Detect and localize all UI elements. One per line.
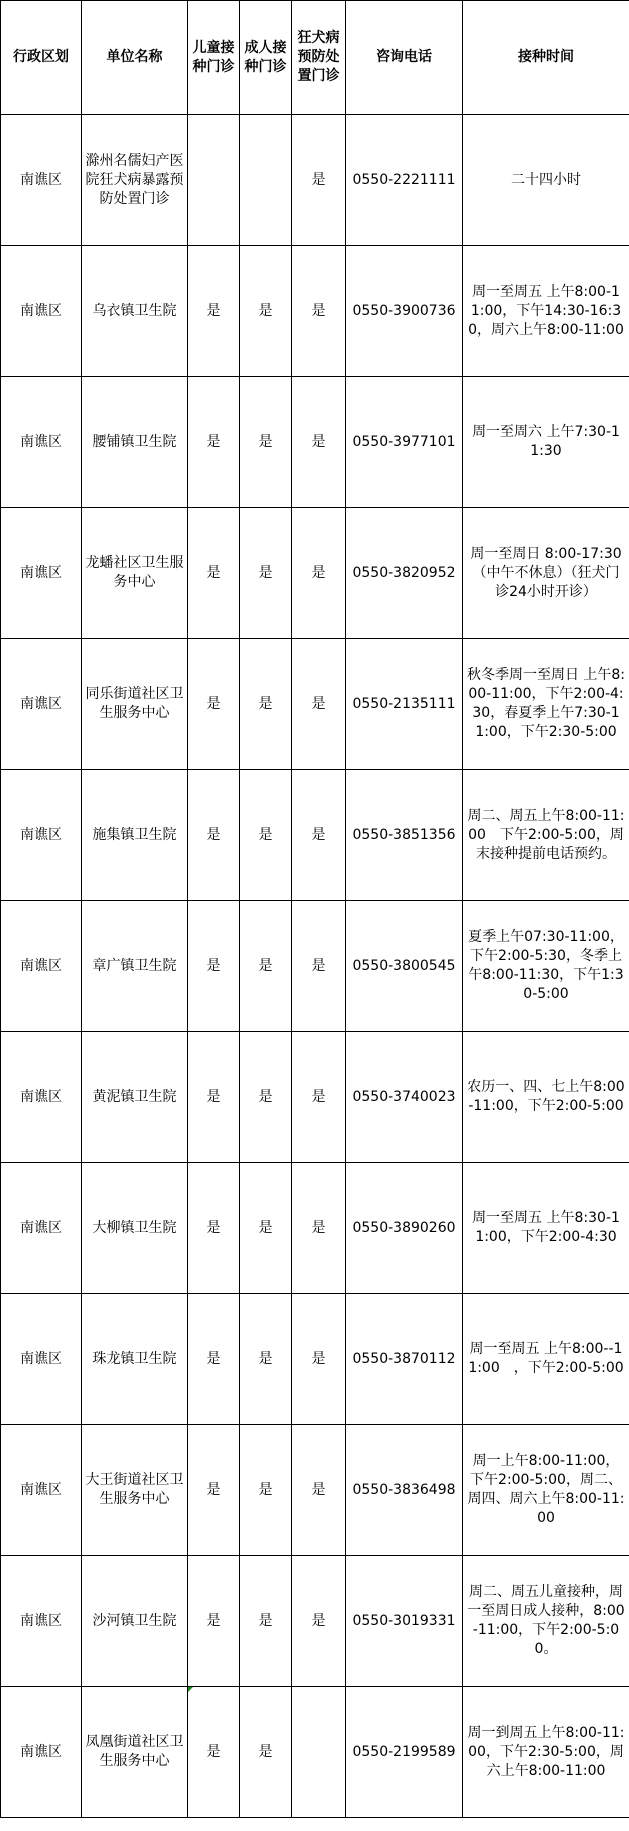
cell-unit-name: 大王街道社区卫生服务中心	[82, 1425, 188, 1556]
table-row	[1, 1425, 629, 1556]
cell-district: 南谯区	[1, 1032, 82, 1163]
cell-unit-name: 滁州名儒妇产医院狂犬病暴露预防处置门诊	[82, 115, 188, 246]
table-row	[1, 901, 629, 1032]
cell-rabies-clinic: 是	[292, 1425, 346, 1556]
comment-indicator-icon	[188, 1687, 193, 1692]
table-row	[1, 377, 629, 508]
cell-hours: 周一到周五上午8:00-11:00，下午2:30-5:00，周六上午8:00-11:00	[463, 1687, 629, 1818]
table-row	[1, 1687, 629, 1818]
cell-adult-clinic: 是	[240, 1032, 292, 1163]
cell-adult-clinic	[240, 115, 292, 246]
cell-child-clinic: 是	[188, 1687, 240, 1818]
cell-district: 南谯区	[1, 901, 82, 1032]
cell-adult-clinic: 是	[240, 770, 292, 901]
cell-adult-clinic: 是	[240, 901, 292, 1032]
cell-unit-name: 沙河镇卫生院	[82, 1556, 188, 1687]
cell-district: 南谯区	[1, 1163, 82, 1294]
table-row	[1, 770, 629, 901]
cell-hours: 周一至周五 上午8:00-11:00，下午14:30-16:30，周六上午8:00-11:00	[463, 246, 629, 377]
cell-district: 南谯区	[1, 1425, 82, 1556]
cell-child-clinic: 是	[188, 770, 240, 901]
header-child-clinic: 儿童接种门诊	[188, 1, 240, 115]
cell-adult-clinic: 是	[240, 1687, 292, 1818]
cell-child-clinic: 是	[188, 1032, 240, 1163]
cell-rabies-clinic: 是	[292, 1163, 346, 1294]
cell-district: 南谯区	[1, 508, 82, 639]
cell-rabies-clinic: 是	[292, 377, 346, 508]
cell-phone: 0550-2221111	[346, 115, 463, 246]
cell-child-clinic: 是	[188, 901, 240, 1032]
cell-unit-name: 珠龙镇卫生院	[82, 1294, 188, 1425]
table-row	[1, 1163, 629, 1294]
cell-unit-name: 乌衣镇卫生院	[82, 246, 188, 377]
cell-child-clinic: 是	[188, 1294, 240, 1425]
cell-rabies-clinic: 是	[292, 115, 346, 246]
header-rabies-clinic: 狂犬病预防处置门诊	[292, 1, 346, 115]
cell-phone: 0550-3900736	[346, 246, 463, 377]
cell-child-clinic: 是	[188, 377, 240, 508]
cell-adult-clinic: 是	[240, 246, 292, 377]
cell-rabies-clinic: 是	[292, 508, 346, 639]
header-row	[1, 1, 629, 115]
table-row	[1, 508, 629, 639]
cell-adult-clinic: 是	[240, 1294, 292, 1425]
cell-phone: 0550-3740023	[346, 1032, 463, 1163]
table-header	[1, 1, 629, 115]
cell-rabies-clinic	[292, 1687, 346, 1818]
cell-hours: 农历一、四、七上午8:00-11:00，下午2:00-5:00	[463, 1032, 629, 1163]
cell-adult-clinic: 是	[240, 1556, 292, 1687]
cell-hours: 周二、周五儿童接种，周一至周日成人接种，8:00-11:00，下午2:00-5:00。	[463, 1556, 629, 1687]
cell-rabies-clinic: 是	[292, 1032, 346, 1163]
table-row	[1, 639, 629, 770]
cell-district: 南谯区	[1, 246, 82, 377]
cell-phone: 0550-3851356	[346, 770, 463, 901]
cell-phone: 0550-3820952	[346, 508, 463, 639]
cell-hours: 周一至周五 上午8:00--11:00 ，下午2:00-5:00	[463, 1294, 629, 1425]
header-phone: 咨询电话	[346, 1, 463, 115]
cell-adult-clinic: 是	[240, 508, 292, 639]
cell-hours: 周二、周五上午8:00-11:00 下午2:00-5:00，周末接种提前电话预约。	[463, 770, 629, 901]
cell-unit-name: 腰铺镇卫生院	[82, 377, 188, 508]
cell-district: 南谯区	[1, 639, 82, 770]
cell-adult-clinic: 是	[240, 639, 292, 770]
cell-adult-clinic: 是	[240, 377, 292, 508]
cell-unit-name: 同乐街道社区卫生服务中心	[82, 639, 188, 770]
table-row	[1, 246, 629, 377]
cell-phone: 0550-2199589	[346, 1687, 463, 1818]
cell-hours: 周一至周五 上午8:30-11:00，下午2:00-4:30	[463, 1163, 629, 1294]
cell-phone: 0550-3800545	[346, 901, 463, 1032]
header-adult-clinic: 成人接种门诊	[240, 1, 292, 115]
cell-child-clinic: 是	[188, 1425, 240, 1556]
cell-rabies-clinic: 是	[292, 639, 346, 770]
cell-district: 南谯区	[1, 1687, 82, 1818]
cell-district: 南谯区	[1, 115, 82, 246]
header-district: 行政区划	[1, 1, 82, 115]
cell-hours: 夏季上午07:30-11:00，下午2:00-5:30，冬季上午8:00-11:30，下午1:30-5:00	[463, 901, 629, 1032]
header-hours: 接种时间	[463, 1, 629, 115]
cell-hours: 周一上午8:00-11:00，下午2:00-5:00，周二、周四、周六上午8:00-11:00	[463, 1425, 629, 1556]
cell-rabies-clinic: 是	[292, 901, 346, 1032]
cell-phone: 0550-3836498	[346, 1425, 463, 1556]
cell-unit-name: 凤凰街道社区卫生服务中心	[82, 1687, 188, 1818]
cell-district: 南谯区	[1, 770, 82, 901]
cell-phone: 0550-3019331	[346, 1556, 463, 1687]
cell-phone: 0550-3890260	[346, 1163, 463, 1294]
cell-rabies-clinic: 是	[292, 770, 346, 901]
table-body	[1, 115, 629, 1818]
cell-district: 南谯区	[1, 377, 82, 508]
cell-rabies-clinic: 是	[292, 246, 346, 377]
cell-unit-name: 大柳镇卫生院	[82, 1163, 188, 1294]
cell-hours: 周一至周六 上午7:30-11:30	[463, 377, 629, 508]
cell-child-clinic: 是	[188, 639, 240, 770]
cell-unit-name: 施集镇卫生院	[82, 770, 188, 901]
table-row	[1, 1294, 629, 1425]
cell-unit-name: 黄泥镇卫生院	[82, 1032, 188, 1163]
cell-adult-clinic: 是	[240, 1163, 292, 1294]
table-row	[1, 1032, 629, 1163]
cell-child-clinic: 是	[188, 1163, 240, 1294]
table-row	[1, 1556, 629, 1687]
cell-rabies-clinic: 是	[292, 1294, 346, 1425]
cell-unit-name: 龙蟠社区卫生服务中心	[82, 508, 188, 639]
cell-child-clinic: 是	[188, 246, 240, 377]
cell-child-clinic	[188, 115, 240, 246]
cell-phone: 0550-3870112	[346, 1294, 463, 1425]
cell-child-clinic: 是	[188, 1556, 240, 1687]
cell-phone: 0550-3977101	[346, 377, 463, 508]
cell-hours: 二十四小时	[463, 115, 629, 246]
cell-phone: 0550-2135111	[346, 639, 463, 770]
cell-child-clinic: 是	[188, 508, 240, 639]
cell-hours: 周一至周日 8:00-17:30（中午不休息）（狂犬门诊24小时开诊）	[463, 508, 629, 639]
cell-unit-name: 章广镇卫生院	[82, 901, 188, 1032]
cell-hours: 秋冬季周一至周日 上午8:00-11:00，下午2:00-4:30，春夏季上午7:30-11:00，下午2:30-5:00	[463, 639, 629, 770]
table-row	[1, 115, 629, 246]
cell-district: 南谯区	[1, 1556, 82, 1687]
cell-district: 南谯区	[1, 1294, 82, 1425]
cell-rabies-clinic: 是	[292, 1556, 346, 1687]
header-unit-name: 单位名称	[82, 1, 188, 115]
cell-adult-clinic: 是	[240, 1425, 292, 1556]
